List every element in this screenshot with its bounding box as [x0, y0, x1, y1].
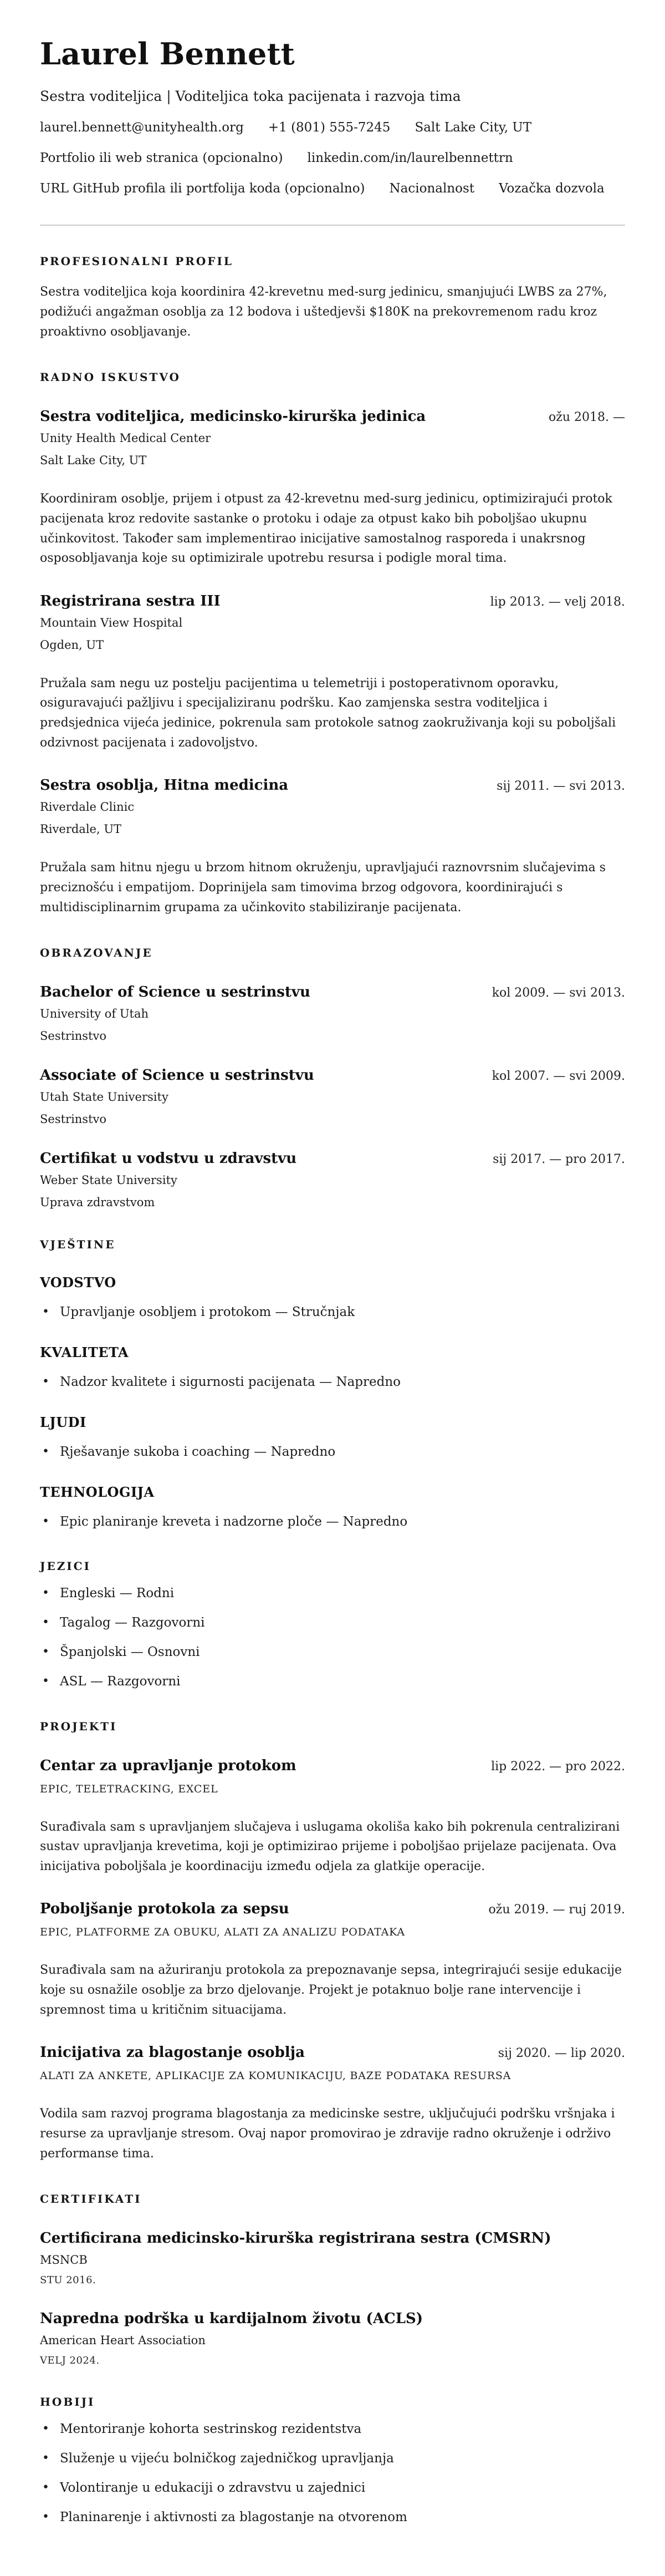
certificate-entry	[40, 2310, 625, 2366]
contact-row-3	[40, 181, 625, 196]
contact-row-2	[40, 151, 625, 165]
job-head	[40, 408, 625, 425]
skill-list	[40, 1374, 625, 1391]
resume-header	[40, 38, 625, 196]
school-name: University of Utah	[40, 1007, 149, 1021]
skill-item: • Nadzor kvalitete i sigurnosti pacijenata — Napredno	[40, 1374, 625, 1391]
education-head	[40, 984, 625, 1000]
degree-title: Bachelor of Science u sestrinstvu	[40, 984, 310, 1001]
project-head	[40, 1757, 625, 1774]
job-head	[40, 777, 625, 794]
section-experience	[40, 370, 625, 917]
section-hobbies	[40, 2395, 625, 2526]
skill-group	[40, 1484, 625, 1531]
education-date: kol 2007. — svi 2009.	[492, 1069, 625, 1084]
section-title-experience: RADNO ISKUSTVO	[40, 370, 181, 384]
person-name: Laurel Bennett	[40, 36, 295, 72]
project-entry	[40, 1901, 625, 2020]
job-location: Riverdale, UT	[40, 822, 122, 836]
job-location: Ogden, UT	[40, 638, 104, 652]
education-entry	[40, 1067, 625, 1126]
project-tags: ALATI ZA ANKETE, APLIKACIJE ZA KOMUNIKACIJU, BAZE PODATAKA RESURSA	[40, 2070, 511, 2082]
skill-item: • Rješavanje sukoba i coaching — Napredno	[40, 1444, 625, 1461]
skill-group-name: VODSTVO	[40, 1274, 116, 1291]
section-title-skills: VJEŠTINE	[40, 1238, 116, 1252]
linkedin-text: linkedin.com/in/laurelbennettrn	[307, 151, 513, 166]
skill-item: • Upravljanje osobljem i protokom — Stručnjak	[40, 1304, 625, 1321]
skill-list	[40, 1304, 625, 1321]
project-title: Centar za upravljanje protokom	[40, 1757, 296, 1774]
skill-group-name: TEHNOLOGIJA	[40, 1484, 155, 1501]
skill-group	[40, 1274, 625, 1321]
field-of-study: Uprava zdravstvom	[40, 1196, 155, 1210]
school-name: Weber State University	[40, 1173, 177, 1187]
project-description: Surađivala sam s upravljanjem slučajeva i uslugama okoliša kako bih pokrenula centralizirani sustav upravljanja krevetima, koji je optimizirao prijeme i poboljšao prijelaze pacijenata. Ova inicijativa poboljšala je koordinaciju između odjela za glatkije operacije.	[40, 1820, 620, 1873]
job-title: Sestra voditeljica, medicinsko-kirurška jedinica	[40, 408, 426, 425]
hobby-item: • Volontiranje u edukaciji o zdravstvu u zajednici	[40, 2480, 625, 2497]
job-entry	[40, 408, 625, 568]
job-entry	[40, 593, 625, 753]
skill-list	[40, 1513, 625, 1531]
job-description: Pružala sam hitnu njegu u brzom hitnom okruženju, upravljajući raznovrsnim slučajevima s preciznošću i empatijom. Doprinijela sam timovima brzog odgovora, koordinirajući s multidisciplinarnim grupama za učinkovito stabiliziranje pacijenata.	[40, 861, 606, 914]
section-title-languages: JEZICI	[40, 1559, 91, 1573]
education-head	[40, 1067, 625, 1084]
project-description: Surađivala sam na ažuriranju protokola za prepoznavanje sepsa, integrirajući sesije edukacije koje su osnažile osoblje za brzo djelovanje. Projekt je potaknuo bolje rane intervencije i spremnost tima u kritičnim situacijama.	[40, 1963, 622, 2017]
certificate-date: STU 2016.	[40, 2274, 96, 2287]
job-head	[40, 593, 625, 609]
job-description: Koordiniram osoblje, prijem i otpust za 42-krevetnu med-surg jedinicu, optimizirajući protok pacijenata kroz redovite sastanke o protoku i odaje za otpust kako bih poboljšao ukupnu učinkovitost. Također sam implementirao inicijative samostalnog rasporeda i unakrsnog osposobljavanja koje su optimizirale upotrebu resursa i podigle moral tima.	[40, 492, 612, 566]
drivers-license-text: Vozačka dozvola	[499, 181, 605, 196]
section-languages	[40, 1559, 625, 1690]
education-date: kol 2009. — svi 2013.	[492, 986, 625, 1000]
job-entry	[40, 777, 625, 917]
hobby-item: • Služenje u vijeću bolničkog zajedničkog upravljanja	[40, 2450, 625, 2467]
section-projects	[40, 1720, 625, 2164]
nationality-text: Nacionalnost	[389, 181, 475, 196]
job-date: ožu 2018. —	[549, 410, 625, 425]
certificate-entry	[40, 2230, 625, 2286]
location-text: Salt Lake City, UT	[415, 120, 532, 135]
project-date: lip 2022. — pro 2022.	[491, 1759, 625, 1774]
project-title: Inicijativa za blagostanje osoblja	[40, 2044, 305, 2061]
profile-summary: Sestra voditeljica koja koordinira 42-krevetnu med-surg jedinicu, smanjujući LWBS za 27%, podižući angažman osoblja za 12 bodova i uštedjevši $180K na prekovremenom radu kroz proaktivno osobljavanje.	[40, 285, 607, 339]
education-entry	[40, 984, 625, 1043]
phone-text: +1 (801) 555-7245	[268, 120, 391, 135]
job-company: Riverdale Clinic	[40, 800, 135, 814]
job-date: sij 2011. — svi 2013.	[497, 779, 625, 794]
project-entry	[40, 2044, 625, 2163]
project-tags: EPIC, TELETRACKING, EXCEL	[40, 1782, 218, 1795]
section-certificates	[40, 2192, 625, 2366]
certificate-issuer: MSNCB	[40, 2253, 88, 2267]
job-date: lip 2013. — velj 2018.	[490, 595, 625, 609]
project-entry	[40, 1757, 625, 1877]
language-item: • ASL — Razgovorni	[40, 1673, 625, 1690]
section-title-profile: PROFESIONALNI PROFIL	[40, 255, 233, 268]
language-item: • Tagalog — Razgovorni	[40, 1614, 625, 1632]
headline: Sestra voditeljica | Voditeljica toka pacijenata i razvoja tima	[40, 88, 461, 105]
section-profile	[40, 255, 625, 342]
project-description: Vodila sam razvoj programa blagostanja za medicinske sestre, uključujući podršku vršnjaka i resurse za upravljanje stresom. Ovaj napor promovirao je zdravije radno okruženje i održivo performanse tima.	[40, 2107, 615, 2161]
degree-title: Associate of Science u sestrinstvu	[40, 1067, 314, 1084]
hobby-item: • Mentoriranje kohorta sestrinskog rezidentstva	[40, 2421, 625, 2438]
skill-group	[40, 1344, 625, 1391]
email-text: laurel.bennett@unityhealth.org	[40, 120, 244, 135]
section-skills	[40, 1238, 625, 1531]
skill-group	[40, 1414, 625, 1461]
project-tags: EPIC, PLATFORME ZA OBUKU, ALATI ZA ANALIZU PODATAKA	[40, 1926, 405, 1939]
skill-group-name: KVALITETA	[40, 1344, 129, 1361]
project-date: ožu 2019. — ruj 2019.	[488, 1903, 625, 1917]
certificate-date: VELJ 2024.	[40, 2355, 100, 2367]
job-title: Sestra osoblja, Hitna medicina	[40, 777, 289, 794]
job-location: Salt Lake City, UT	[40, 454, 147, 468]
project-head	[40, 2044, 625, 2061]
skill-item: • Epic planiranje kreveta i nadzorne ploče — Napredno	[40, 1513, 625, 1531]
job-description: Pružala sam negu uz postelju pacijentima u telemetriji i postoperativnom oporavku, osiguravajući pažljivu i specijaliziranu podršku. Kao zamjenska sestra voditeljica i predsjednica vijeća jedinice, pokrenula sam protokole satnog zaokruživanja koji su poboljšali odzivnost pacijenata i zadovoljstvo.	[40, 676, 616, 750]
school-name: Utah State University	[40, 1090, 168, 1104]
header-divider	[40, 225, 625, 226]
certificate-title: Napredna podrška u kardijalnom životu (ACLS)	[40, 2310, 423, 2328]
job-title: Registrirana sestra III	[40, 592, 221, 609]
section-title-education: OBRAZOVANJE	[40, 946, 153, 960]
hobby-list	[40, 2421, 625, 2526]
education-head	[40, 1150, 625, 1167]
job-company: Mountain View Hospital	[40, 616, 183, 629]
language-item: • Španjolski — Osnovni	[40, 1644, 625, 1661]
skill-list	[40, 1444, 625, 1461]
language-item: • Engleski — Rodni	[40, 1585, 625, 1602]
section-education	[40, 946, 625, 1209]
field-of-study: Sestrinstvo	[40, 1112, 107, 1126]
certificate-title: Certificirana medicinsko-kirurška registrirana sestra (CMSRN)	[40, 2230, 551, 2247]
skill-group-name: LJUDI	[40, 1414, 86, 1431]
language-list	[40, 1585, 625, 1690]
certificate-issuer: American Heart Association	[40, 2334, 206, 2348]
contact-row-1	[40, 120, 625, 135]
field-of-study: Sestrinstvo	[40, 1029, 107, 1043]
education-date: sij 2017. — pro 2017.	[493, 1152, 625, 1167]
degree-title: Certifikat u vodstvu u zdravstvu	[40, 1150, 297, 1167]
hobby-item: • Planinarenje i aktivnosti za blagostanje na otvorenom	[40, 2509, 625, 2526]
job-company: Unity Health Medical Center	[40, 431, 211, 445]
education-entry	[40, 1150, 625, 1209]
project-head	[40, 1901, 625, 1917]
section-title-projects: PROJEKTI	[40, 1719, 117, 1733]
project-date: sij 2020. — lip 2020.	[498, 2046, 625, 2061]
project-title: Poboljšanje protokola za sepsu	[40, 1901, 289, 1918]
portfolio-text: Portfolio ili web stranica (opcionalno)	[40, 151, 283, 166]
github-text: URL GitHub profila ili portfolija koda (opcionalno)	[40, 181, 365, 196]
section-title-hobbies: HOBIJI	[40, 2395, 95, 2409]
section-title-certificates: CERTIFIKATI	[40, 2192, 142, 2206]
